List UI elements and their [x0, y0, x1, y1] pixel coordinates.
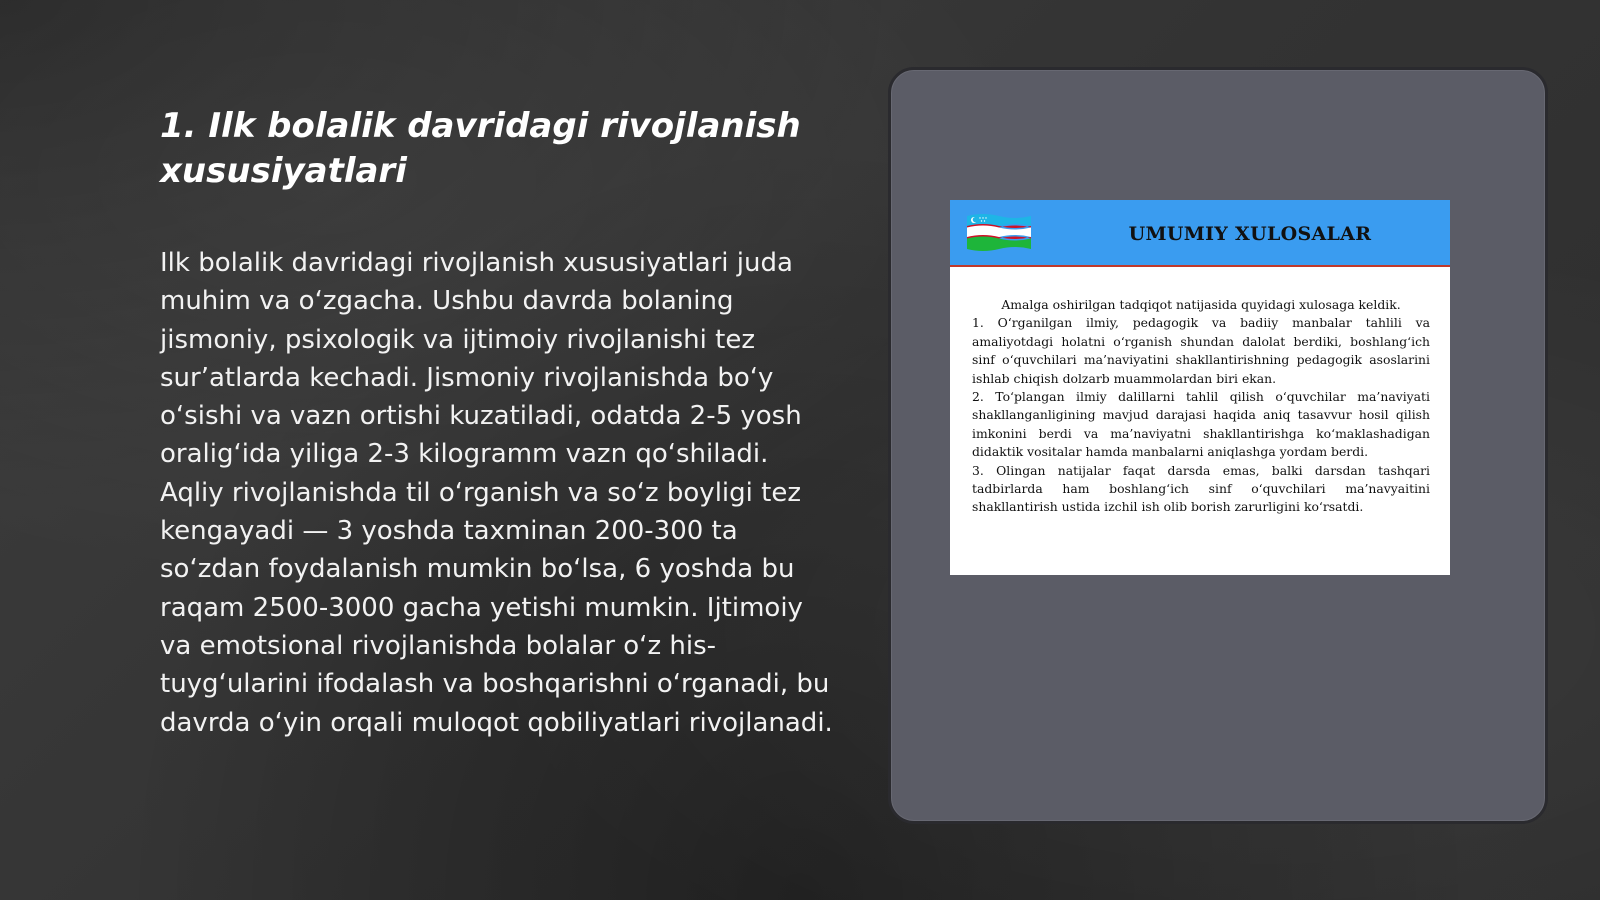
document-title: UMUMIY XULOSALAR	[1128, 223, 1372, 245]
document-item-1: 1. O‘rganilgan ilmiy, pedagogik va badiiy manbalar tahlili va amaliyotdagi holatni o‘rganish shundan dalolat berdiki, boshlang‘ich sinf o‘quvchilari ma’naviyatini shakllantirishning pedagogik asoslarini ishlab chiqish dolzarb muammolardan biri ekan.	[972, 315, 1430, 386]
document-image	[950, 200, 1450, 575]
document-item-2: 2. To‘plangan ilmiy dalillarni tahlil qilish o‘quvchilar ma’naviyati shakllanganligining mavjud darajasi haqida aniq tasavvur hosil qilish imkonini berdi va ma’naviyatni shakllantirishga ko‘maklashadigan didaktik vositalar hamda manbalarni aniqlashga yordam berdi.	[972, 389, 1430, 460]
document-item-3: 3. Olingan natijalar faqat darsda emas, balki darsdan tashqari tadbirlarda ham boshlang‘ich sinf o‘quvchilari ma’navyaitini shakllantirish ustida izchil ish olib borish zarurligini ko‘rsatdi.	[972, 462, 1430, 515]
slide-title: 1. Ilk bolalik davridagi rivojlanish xususiyatlari	[160, 106, 801, 191]
document-header	[950, 200, 1450, 267]
document-intro: Amalga oshirilgan tadqiqot natijasida quyidagi xulosaga keldik.	[1001, 297, 1401, 312]
uzbekistan-flag-icon	[965, 212, 1033, 252]
document-content	[972, 296, 1430, 517]
slide-body-text: Ilk bolalik davridagi rivojlanish xususiyatlari juda muhim va o‘zgacha. Ushbu davrda bolaning jismoniy, psixologik va ijtimoiy rivojlanishi tez sur’atlarda kechadi. Jismoniy rivojlanishda bo‘y o‘sishi va vazn ortishi kuzatiladi, odatda 2-5 yosh oralig‘ida yiliga 2-3 kilogramm vazn qo‘shiladi. Aqliy rivojlanishda til o‘rganish va so‘z boyligi tez kengayadi — 3 yoshda taxminan 200-300 ta so‘zdan foydalanish mumkin bo‘lsa, 6 yoshda bu raqam 2500-3000 gacha yetishi mumkin. Ijtimoiy va emotsional rivojlanishda bolalar o‘z his-tuyg‘ularini ifodalash va boshqarishni o‘rganadi, bu davrda o‘yin orqali muloqot qobiliyatlari rivojlanadi.	[160, 248, 833, 738]
